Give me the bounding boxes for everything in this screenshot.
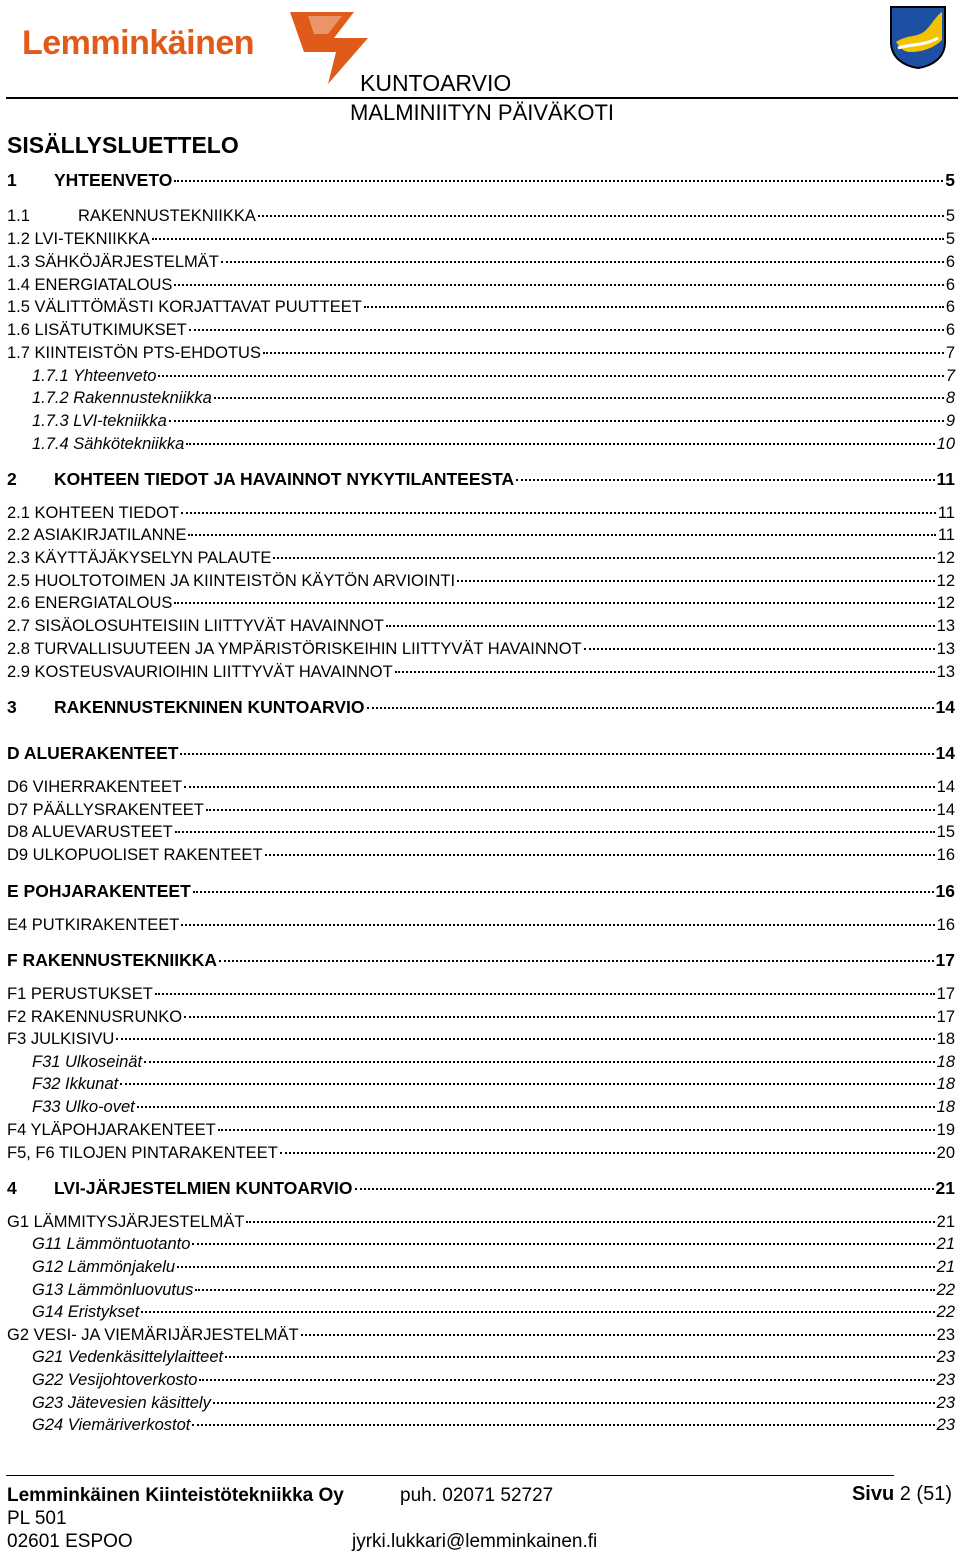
toc-entry-label bbox=[7, 823, 173, 842]
toc-entry-title: RAKENNUSTEKNINEN KUNTOARVIO bbox=[54, 697, 365, 717]
toc-leader-dots bbox=[280, 1152, 935, 1154]
toc-entry-title: F31 Ulkoseinät bbox=[32, 1053, 143, 1071]
toc-entry[interactable] bbox=[7, 985, 955, 1007]
toc-entry-label bbox=[7, 881, 191, 902]
toc-entry-page: 12 bbox=[936, 549, 955, 567]
toc-entry-title: KOHTEEN TIEDOT bbox=[34, 504, 180, 522]
toc-entry-label bbox=[32, 412, 167, 431]
toc-entry-page: 16 bbox=[935, 881, 955, 901]
document-title: KUNTOARVIO bbox=[360, 70, 512, 96]
toc-entry[interactable] bbox=[7, 230, 955, 252]
toc-entry-label bbox=[7, 778, 182, 797]
toc-entry-title: D8 ALUEVARUSTEET bbox=[7, 823, 173, 841]
toc-entry-label bbox=[7, 1144, 278, 1163]
toc-entry[interactable] bbox=[7, 617, 955, 639]
toc-entry-page: 5 bbox=[945, 207, 955, 225]
toc-entry-page: 21 bbox=[936, 1258, 955, 1276]
footer-divider bbox=[6, 1475, 894, 1476]
toc-heading: SISÄLLYSLUETTELO bbox=[7, 132, 239, 158]
toc-entry-label bbox=[7, 743, 178, 764]
toc-entry-label bbox=[7, 617, 384, 636]
toc-entry-label bbox=[32, 435, 184, 454]
toc-entry-number: 1.7.3 bbox=[32, 412, 69, 430]
toc-entry-page: 22 bbox=[936, 1281, 955, 1299]
toc-entry-title: G1 LÄMMITYSJÄRJESTELMÄT bbox=[7, 1213, 245, 1231]
toc-entry-title: G13 Lämmönluovutus bbox=[32, 1281, 194, 1299]
toc-entry-label bbox=[7, 230, 150, 249]
toc-entry-label bbox=[32, 1348, 223, 1367]
toc-entry-label bbox=[7, 640, 582, 659]
toc-entry[interactable] bbox=[7, 743, 955, 765]
toc-entry[interactable] bbox=[7, 412, 955, 434]
toc-leader-dots bbox=[301, 1334, 935, 1336]
toc-entry-page: 11 bbox=[936, 469, 955, 489]
toc-entry-title: VÄLITTÖMÄSTI KORJATTAVAT PUUTTEET bbox=[34, 298, 362, 316]
toc-leader-dots bbox=[218, 1129, 935, 1131]
toc-entry-label bbox=[7, 526, 186, 545]
toc-entry-page: 11 bbox=[937, 504, 955, 522]
toc-leader-dots bbox=[219, 960, 934, 962]
toc-entry-page: 20 bbox=[936, 1144, 955, 1162]
toc-entry-number: 4 bbox=[7, 1178, 17, 1198]
toc-entry-title: ASIAKIRJATILANNE bbox=[33, 526, 187, 544]
toc-entry[interactable] bbox=[7, 1371, 955, 1393]
toc-entry-page: 13 bbox=[936, 640, 955, 658]
toc-entry[interactable] bbox=[7, 778, 955, 800]
toc-entry[interactable] bbox=[7, 572, 955, 594]
toc-entry-page: 12 bbox=[936, 594, 955, 612]
toc-entry-number: 1.3 bbox=[7, 253, 30, 271]
toc-entry-page: 23 bbox=[936, 1416, 955, 1434]
toc-entry-page: 6 bbox=[945, 253, 955, 271]
toc-entry-page: 16 bbox=[936, 846, 955, 864]
toc-entry-number: 1.5 bbox=[7, 298, 30, 316]
company-logo bbox=[22, 8, 352, 86]
toc-entry-title: E4 PUTKIRAKENTEET bbox=[7, 916, 180, 934]
toc-entry-page: 11 bbox=[937, 526, 955, 544]
toc-entry-label bbox=[7, 344, 261, 363]
toc-entry-title: G14 Eristykset bbox=[32, 1303, 140, 1321]
toc-leader-dots bbox=[144, 1061, 935, 1063]
toc-leader-dots bbox=[214, 397, 944, 399]
toc-entry-title: E POHJARAKENTEET bbox=[7, 881, 191, 901]
toc-entry-number: 1.2 bbox=[7, 230, 30, 248]
toc-entry-number: 1 bbox=[7, 170, 17, 190]
toc-entry[interactable] bbox=[7, 526, 955, 548]
toc-leader-dots bbox=[273, 557, 934, 559]
toc-leader-dots bbox=[181, 924, 934, 926]
toc-entry-page: 6 bbox=[945, 276, 955, 294]
toc-entry-page: 10 bbox=[936, 435, 955, 453]
toc-entry-page: 16 bbox=[936, 916, 955, 934]
toc-entry-title: LVI-TEKNIIKKA bbox=[34, 230, 150, 248]
toc-leader-dots bbox=[141, 1311, 934, 1313]
toc-entry-title: D7 PÄÄLLYSRAKENTEET bbox=[7, 801, 204, 819]
footer-pobox: PL 501 bbox=[7, 1508, 67, 1529]
municipal-crest-icon bbox=[888, 4, 948, 70]
toc-entry[interactable] bbox=[7, 1326, 955, 1348]
toc-entry-page: 14 bbox=[936, 778, 955, 796]
toc-entry-number: 2.2 bbox=[7, 526, 30, 544]
toc-entry-page: 23 bbox=[936, 1394, 955, 1412]
toc-entry[interactable] bbox=[7, 344, 955, 366]
toc-entry-label bbox=[7, 801, 204, 820]
toc-entry-title: F33 Ulko-ovet bbox=[32, 1098, 135, 1116]
toc-leader-dots bbox=[184, 1016, 935, 1018]
toc-entry-page: 9 bbox=[945, 412, 955, 430]
toc-entry[interactable] bbox=[7, 916, 955, 938]
toc-entry-label bbox=[7, 594, 172, 613]
toc-entry-label bbox=[7, 916, 179, 935]
toc-leader-dots bbox=[367, 707, 934, 709]
toc-entry[interactable] bbox=[7, 1053, 955, 1075]
toc-entry-title: LVI-tekniikka bbox=[73, 412, 167, 430]
toc-leader-dots bbox=[174, 180, 943, 182]
toc-entry-title: SISÄOLOSUHTEISIIN LIITTYVÄT HAVAINNOT bbox=[34, 617, 384, 635]
toc-leader-dots bbox=[225, 1356, 935, 1358]
toc-leader-dots bbox=[386, 625, 935, 627]
toc-entry-page: 8 bbox=[945, 389, 955, 407]
toc-entry-label bbox=[32, 1303, 139, 1322]
toc-entry-title: ENERGIATALOUS bbox=[34, 594, 173, 612]
toc-entry-title: Yhteenveto bbox=[73, 367, 157, 385]
toc-entry[interactable] bbox=[7, 253, 955, 275]
toc-entry-page: 18 bbox=[936, 1098, 955, 1116]
toc-entry-label bbox=[7, 663, 393, 682]
toc-entry[interactable] bbox=[7, 1075, 955, 1097]
toc-entry-label bbox=[7, 1213, 244, 1232]
toc-entry-title: RAKENNUSTEKNIIKKA bbox=[78, 207, 256, 225]
toc-entry-label bbox=[7, 298, 362, 317]
toc-entry[interactable] bbox=[7, 697, 955, 719]
toc-entry-label bbox=[32, 1416, 190, 1435]
toc-entry[interactable] bbox=[7, 1098, 955, 1120]
toc-entry[interactable] bbox=[7, 1235, 955, 1257]
toc-leader-dots bbox=[199, 1379, 934, 1381]
toc-entry-title: YHTEENVETO bbox=[54, 170, 173, 190]
toc-entry-number: 1.7.4 bbox=[32, 435, 69, 453]
toc-entry-title: F4 YLÄPOHJARAKENTEET bbox=[7, 1121, 216, 1139]
toc-entry[interactable] bbox=[7, 549, 955, 571]
toc-entry-number: 2.3 bbox=[7, 549, 30, 567]
toc-entry-number: 1.7.1 bbox=[32, 367, 69, 385]
toc-entry-title: Sähkötekniikka bbox=[73, 435, 185, 453]
toc-entry[interactable] bbox=[7, 823, 955, 845]
toc-entry-page: 21 bbox=[936, 1235, 955, 1253]
toc-entry-label bbox=[7, 207, 256, 226]
toc-leader-dots bbox=[158, 375, 943, 377]
toc-leader-dots bbox=[263, 352, 944, 354]
toc-entry-page: 17 bbox=[935, 950, 955, 970]
toc-entry-title: F RAKENNUSTEKNIIKKA bbox=[7, 950, 217, 970]
toc-entry-page: 14 bbox=[935, 743, 955, 763]
toc-entry-page: 18 bbox=[936, 1030, 955, 1048]
toc-entry-title: KOSTEUSVAURIOIHIN LIITTYVÄT HAVAINNOT bbox=[34, 663, 393, 681]
toc-leader-dots bbox=[258, 215, 944, 217]
toc-leader-dots bbox=[265, 854, 935, 856]
toc-entry[interactable] bbox=[7, 640, 955, 662]
toc-entry-page: 6 bbox=[945, 298, 955, 316]
toc-entry-label bbox=[7, 321, 187, 340]
toc-leader-dots bbox=[584, 648, 935, 650]
toc-entry[interactable] bbox=[7, 801, 955, 823]
toc-leader-dots bbox=[395, 671, 935, 673]
toc-entry-label bbox=[7, 1121, 216, 1140]
toc-entry-title: D6 VIHERRAKENTEET bbox=[7, 778, 183, 796]
toc-leader-dots bbox=[181, 512, 936, 514]
toc-entry-number: 1.4 bbox=[7, 276, 30, 294]
toc-entry-title: HUOLTOTOIMEN JA KIINTEISTÖN KÄYTÖN ARVIOINTI bbox=[34, 572, 456, 590]
toc-entry-label bbox=[32, 367, 156, 386]
toc-entry-label bbox=[7, 253, 219, 272]
toc-leader-dots bbox=[116, 1038, 934, 1040]
page-label: Sivu bbox=[851, 1483, 895, 1505]
toc-entry[interactable] bbox=[7, 298, 955, 320]
toc-entry[interactable] bbox=[7, 207, 955, 229]
toc-entry-number: 3 bbox=[7, 697, 17, 717]
toc-entry-title: D ALUERAKENTEET bbox=[7, 743, 179, 763]
toc-leader-dots bbox=[186, 443, 934, 445]
toc-entry-label bbox=[7, 572, 455, 591]
toc-entry-number: 2 bbox=[7, 469, 17, 489]
toc-leader-dots bbox=[177, 1266, 935, 1268]
toc-entry-title: G21 Vedenkäsittelylaitteet bbox=[32, 1348, 224, 1366]
toc-entry-title: TURVALLISUUTEEN JA YMPÄRISTÖRISKEIHIN LIITTYVÄT HAVAINNOT bbox=[34, 640, 582, 658]
toc-entry-number: 1.1 bbox=[7, 207, 30, 225]
toc-entry-title: G24 Viemäriverkostot bbox=[32, 1416, 191, 1434]
toc-entry[interactable] bbox=[7, 950, 955, 972]
toc-entry-label bbox=[32, 1098, 135, 1117]
toc-entry[interactable] bbox=[7, 389, 955, 411]
toc-entry-page: 5 bbox=[945, 230, 955, 248]
toc-entry-page: 13 bbox=[936, 617, 955, 635]
toc-entry-title: KOHTEEN TIEDOT JA HAVAINNOT NYKYTILANTEESTA bbox=[54, 469, 515, 489]
toc-entry-number: 1.7 bbox=[7, 344, 30, 362]
toc-entry-page: 14 bbox=[935, 697, 955, 717]
toc-entry-number: 2.9 bbox=[7, 663, 30, 681]
toc-entry-page: 7 bbox=[945, 367, 955, 385]
toc-leader-dots bbox=[137, 1106, 935, 1108]
toc-entry[interactable] bbox=[7, 1303, 955, 1325]
toc-entry-title: G12 Lämmönjakelu bbox=[32, 1258, 176, 1276]
toc-entry-page: 17 bbox=[936, 1008, 955, 1026]
toc-entry-label bbox=[7, 1030, 114, 1049]
toc-entry[interactable] bbox=[7, 1178, 955, 1200]
toc-leader-dots bbox=[206, 809, 935, 811]
footer-page-number bbox=[852, 1483, 952, 1506]
toc-entry-number: 2.8 bbox=[7, 640, 30, 658]
toc-entry[interactable] bbox=[7, 1144, 955, 1166]
toc-entry-page: 23 bbox=[936, 1326, 955, 1344]
toc-leader-dots bbox=[221, 261, 944, 263]
toc-entry-label bbox=[7, 504, 179, 523]
toc-entry[interactable] bbox=[7, 170, 955, 192]
toc-leader-dots bbox=[174, 602, 934, 604]
toc-entry[interactable] bbox=[7, 435, 955, 457]
toc-entry-page: 7 bbox=[945, 344, 955, 362]
toc-entry-page: 5 bbox=[945, 170, 955, 190]
toc-entry[interactable] bbox=[7, 1121, 955, 1143]
toc-entry[interactable] bbox=[7, 276, 955, 298]
toc-entry-title: G23 Jätevesien käsittely bbox=[32, 1394, 211, 1412]
toc-entry-title: Rakennustekniikka bbox=[73, 389, 212, 407]
toc-leader-dots bbox=[192, 1424, 934, 1426]
toc-entry-title: F5, F6 TILOJEN PINTARAKENTEET bbox=[7, 1144, 278, 1162]
toc-entry-title: G2 VESI- JA VIEMÄRIJÄRJESTELMÄT bbox=[7, 1326, 299, 1344]
toc-entry-label bbox=[7, 985, 153, 1004]
toc-entry-page: 14 bbox=[936, 801, 955, 819]
footer-email: jyrki.lukkari@lemminkainen.fi bbox=[352, 1531, 598, 1552]
toc-leader-dots bbox=[213, 1402, 935, 1404]
page-value: 2 (51) bbox=[899, 1483, 952, 1505]
toc-leader-dots bbox=[169, 420, 944, 422]
logo-wordmark: Lemminkäinen bbox=[22, 24, 255, 62]
footer-postal: 02601 ESPOO bbox=[7, 1531, 133, 1552]
toc-entry[interactable] bbox=[7, 1258, 955, 1280]
toc-entry-page: 23 bbox=[936, 1348, 955, 1366]
toc-entry-number: 2.5 bbox=[7, 572, 30, 590]
toc-entry-page: 23 bbox=[936, 1371, 955, 1389]
toc-leader-dots bbox=[184, 786, 935, 788]
toc-entry-title: LVI-JÄRJESTELMIEN KUNTOARVIO bbox=[54, 1178, 353, 1198]
toc-entry-page: 21 bbox=[936, 1213, 955, 1231]
toc-entry[interactable] bbox=[7, 663, 955, 685]
toc-entry-page: 21 bbox=[935, 1178, 955, 1198]
toc-entry-title: KIINTEISTÖN PTS-EHDOTUS bbox=[34, 344, 261, 362]
toc-entry-title: G22 Vesijohtoverkosto bbox=[32, 1371, 198, 1389]
toc-entry[interactable] bbox=[7, 1008, 955, 1030]
toc-entry-page: 17 bbox=[936, 985, 955, 1003]
toc-leader-dots bbox=[152, 238, 944, 240]
toc-entry[interactable] bbox=[7, 1348, 955, 1370]
toc-entry-label bbox=[7, 1178, 353, 1199]
toc-entry[interactable] bbox=[7, 1213, 955, 1235]
toc-entry[interactable] bbox=[7, 469, 955, 491]
toc-entry-label bbox=[32, 1235, 190, 1254]
toc-leader-dots bbox=[180, 753, 933, 755]
toc-leader-dots bbox=[188, 534, 935, 536]
toc-entry[interactable] bbox=[7, 1416, 955, 1438]
toc-leader-dots bbox=[246, 1221, 934, 1223]
toc-entry-number: 2.7 bbox=[7, 617, 30, 635]
toc-entry-title: KÄYTTÄJÄKYSELYN PALAUTE bbox=[34, 549, 272, 567]
toc-leader-dots bbox=[355, 1188, 934, 1190]
toc-entry-title: F1 PERUSTUKSET bbox=[7, 985, 153, 1003]
footer-phone: puh. 02071 52727 bbox=[400, 1485, 554, 1506]
toc-leader-dots bbox=[120, 1083, 934, 1085]
toc-leader-dots bbox=[192, 1243, 934, 1245]
toc-entry-number: 2.1 bbox=[7, 504, 30, 522]
toc-entry[interactable] bbox=[7, 321, 955, 343]
toc-entry-label bbox=[7, 697, 365, 718]
toc-entry-label bbox=[32, 1371, 197, 1390]
footer-company: Lemminkäinen Kiinteistötekniikka Oy bbox=[7, 1485, 344, 1506]
toc-leader-dots bbox=[175, 831, 935, 833]
toc-leader-dots bbox=[189, 329, 944, 331]
toc-entry[interactable] bbox=[7, 1281, 955, 1303]
toc-entry[interactable] bbox=[7, 881, 955, 903]
toc-entry[interactable] bbox=[7, 367, 955, 389]
toc-leader-dots bbox=[195, 1289, 934, 1291]
toc-leader-dots bbox=[174, 284, 943, 286]
toc-entry-page: 6 bbox=[945, 321, 955, 339]
toc-entry-title: F2 RAKENNUSRUNKO bbox=[7, 1008, 183, 1026]
document-subtitle: MALMINIITYN PÄIVÄKOTI bbox=[350, 100, 615, 125]
logo-flame-icon bbox=[284, 8, 370, 86]
toc-leader-dots bbox=[457, 580, 935, 582]
toc-entry-label bbox=[7, 1008, 182, 1027]
toc-entry-label bbox=[7, 549, 271, 568]
toc-entry[interactable] bbox=[7, 1394, 955, 1416]
toc-entry-page: 22 bbox=[936, 1303, 955, 1321]
toc-entry-label bbox=[32, 1053, 142, 1072]
toc-entry-label bbox=[7, 276, 172, 295]
toc-entry-number: 1.6 bbox=[7, 321, 30, 339]
toc-entry-label bbox=[7, 469, 514, 490]
toc-entry-label bbox=[32, 389, 212, 408]
toc-entry-page: 12 bbox=[936, 572, 955, 590]
toc-entry-label bbox=[32, 1075, 118, 1094]
toc-entry-title: ENERGIATALOUS bbox=[34, 276, 173, 294]
toc-entry[interactable] bbox=[7, 594, 955, 616]
toc-entry-label bbox=[32, 1281, 193, 1300]
toc-entry[interactable] bbox=[7, 1030, 955, 1052]
toc-entry-page: 18 bbox=[936, 1053, 955, 1071]
toc-entry[interactable] bbox=[7, 504, 955, 526]
toc-leader-dots bbox=[364, 306, 944, 308]
toc-entry-title: SÄHKÖJÄRJESTELMÄT bbox=[34, 253, 219, 271]
toc-entry-label bbox=[7, 170, 172, 191]
toc-entry-page: 19 bbox=[936, 1121, 955, 1139]
toc-entry-number: 2.6 bbox=[7, 594, 30, 612]
toc-entry-page: 18 bbox=[936, 1075, 955, 1093]
header-divider bbox=[6, 97, 958, 99]
toc-entry-label bbox=[32, 1394, 211, 1413]
toc-entry-title: F3 JULKISIVU bbox=[7, 1030, 115, 1048]
toc-entry-title: G11 Lämmöntuotanto bbox=[32, 1235, 191, 1253]
toc-entry-title: D9 ULKOPUOLISET RAKENTEET bbox=[7, 846, 263, 864]
toc-entry-label bbox=[7, 1326, 299, 1345]
toc-leader-dots bbox=[155, 993, 935, 995]
toc-entry[interactable] bbox=[7, 846, 955, 868]
toc-entry-title: F32 Ikkunat bbox=[32, 1075, 119, 1093]
toc-entry-title: LISÄTUTKIMUKSET bbox=[34, 321, 187, 339]
toc-entry-label bbox=[32, 1258, 175, 1277]
toc-leader-dots bbox=[193, 891, 934, 893]
toc-entry-page: 15 bbox=[936, 823, 955, 841]
toc-entry-page: 13 bbox=[936, 663, 955, 681]
toc-entry-number: 1.7.2 bbox=[32, 389, 69, 407]
toc-leader-dots bbox=[516, 479, 934, 481]
toc-entry-label bbox=[7, 846, 263, 865]
toc-entry-label bbox=[7, 950, 217, 971]
